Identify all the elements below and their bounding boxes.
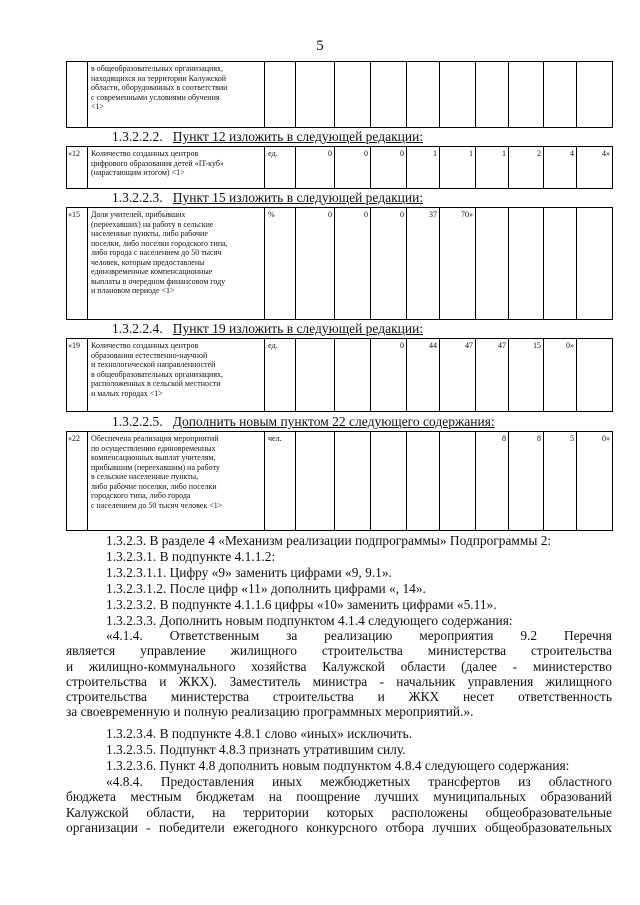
table-row [66, 431, 613, 531]
text-line: строительства и ЖКХ). Заместитель министра - начальник управления жилищного [66, 673, 612, 689]
value-cell: 37 [407, 208, 440, 320]
table-row [66, 338, 613, 412]
value-cell: 47 [440, 339, 476, 412]
value-cell: 0 [296, 208, 335, 320]
heading-item-12: 1.3.2.2.2. Пункт 12 изложить в следующей редакции: [112, 129, 424, 144]
paragraph: 1.3.2.3.5. Подпункт 4.8.3 признать утратившим силу. [106, 742, 406, 757]
heading-item-15: 1.3.2.2.3. Пункт 15 изложить в следующей редакции: [112, 190, 424, 205]
value-cell: 15 [509, 339, 544, 412]
value-cell [577, 339, 613, 412]
paragraph: 1.3.2.3.1.2. После цифр «11» дополнить цифрами «, 14». [106, 581, 426, 596]
indicator-name-cell: Количество созданных центров цифрового образования детей «IT-куб» (нарастающим итогом) <1> [88, 147, 265, 189]
value-cell [296, 339, 335, 412]
value-cell: 47 [476, 339, 509, 412]
value-cell [296, 62, 335, 128]
value-cell [577, 208, 613, 320]
unit-cell [265, 62, 296, 128]
paragraph: 1.3.2.3.6. Пункт 4.8 дополнить новым подпунктом 4.8.4 следующего содержания: [106, 758, 570, 773]
value-cell [544, 62, 577, 128]
value-cell: 0 [371, 339, 407, 412]
quote-block-4-8-4 [66, 774, 612, 835]
row-number-cell [67, 62, 88, 128]
value-cell [440, 432, 476, 531]
paragraph: 1.3.2.3.1.1. Цифру «9» заменить цифрами «9, 9.1». [106, 565, 392, 580]
value-cell: 70» [440, 208, 476, 320]
value-cell [544, 208, 577, 320]
row-number-cell: «22 [67, 432, 88, 531]
table-row [66, 207, 613, 320]
value-cell: 8 [509, 432, 544, 531]
value-cell [296, 432, 335, 531]
value-cell: 0 [335, 208, 371, 320]
value-cell: 4 [544, 147, 577, 189]
value-cell: 0» [544, 339, 577, 412]
value-cell: 1 [476, 147, 509, 189]
value-cell [476, 62, 509, 128]
value-cell: 0» [577, 432, 613, 531]
value-cell [509, 62, 544, 128]
heading-item-22: 1.3.2.2.5. Дополнить новым пунктом 22 следующего содержания: [112, 414, 495, 429]
value-cell [335, 62, 371, 128]
value-cell [407, 432, 440, 531]
unit-cell: % [265, 208, 296, 320]
text-line: Калужской области, на территории которых расположены общеобразовательные [66, 804, 612, 820]
text-line: «4.1.4. Ответственным за реализацию мероприятия 9.2 Перечня [106, 628, 612, 643]
text-line: и жилищно-коммунального хозяйства Калужской области (далее - министерство [66, 658, 612, 674]
unit-cell: ед. [265, 147, 296, 189]
heading-item-19: 1.3.2.2.4. Пункт 19 изложить в следующей редакции: [112, 321, 424, 336]
text-line: бюджета местным бюджетам на поощрение лучших муниципальных образований [66, 789, 612, 805]
text-line: является управление жилищного строительства министерства строительства [66, 643, 612, 659]
paragraph: 1.3.2.3.2. В подпункте 4.1.1.6 цифры «10» заменить цифрами «5.11». [106, 597, 497, 612]
value-cell [335, 432, 371, 531]
row-number-cell: «19 [67, 339, 88, 412]
text-line: строительства министерства строительства и ЖКХ несет ответственность [66, 689, 612, 705]
value-cell: 0 [335, 147, 371, 189]
value-cell: 5 [544, 432, 577, 531]
value-cell [371, 62, 407, 128]
indicator-name-cell: Доля учителей, прибывших (переехавших) на работу в сельские населенные пункты, либо рабочие поселки, либо поселки городского типа, либо города с населением до 50 тысяч человек, которым предоставлены единовременные компенсационные выплаты в очередном финансовом году и плановом периоде <1> [88, 208, 265, 320]
value-cell [371, 432, 407, 531]
value-cell [440, 62, 476, 128]
value-cell [476, 208, 509, 320]
value-cell: 0 [371, 208, 407, 320]
value-cell [407, 62, 440, 128]
value-cell: 1 [440, 147, 476, 189]
value-cell: 1 [407, 147, 440, 189]
value-cell: 0 [296, 147, 335, 189]
page-number: 5 [316, 38, 324, 54]
text-line: организации - победители ежегодного конкурсного отбора лучших общеобразовательных [66, 819, 612, 835]
paragraph: 1.3.2.3.4. В подпункте 4.8.1 слово «иных» исключить. [106, 726, 413, 741]
indicator-name-cell: Обеспечена реализация мероприятий по осуществлению единовременных компенсационных выплат учителям, прибывшим (переехавшим) на работу в сельские населенные пункты, либо рабочие поселки, либо поселки городского типа, либо города с населением до 50 тысяч человек <1> [88, 432, 265, 531]
value-cell [577, 62, 613, 128]
paragraph: 1.3.2.3. В разделе 4 «Механизм реализации подпрограммы» Подпрограммы 2: [106, 533, 552, 548]
paragraph: 1.3.2.3.3. Дополнить новым подпунктом 4.1.4 следующего содержания: [106, 613, 513, 628]
unit-cell: чел. [265, 432, 296, 531]
value-cell [509, 208, 544, 320]
quote-block-4-1-4 [66, 628, 612, 720]
value-cell: 2 [509, 147, 544, 189]
indicator-name-cell: в общеобразовательных организациях, находящихся на территории Калужской области, оборудованных в соответствии с современными условиями обучения <1> [88, 62, 265, 128]
paragraph: 1.3.2.3.1. В подпункте 4.1.1.2: [106, 549, 276, 564]
value-cell: 4» [577, 147, 613, 189]
value-cell: 44 [407, 339, 440, 412]
text-line: «4.8.4. Предоставления иных межбюджетных трансфертов из областного [106, 774, 612, 789]
value-cell: 8 [476, 432, 509, 531]
table-row [66, 146, 613, 189]
table-row [66, 61, 613, 128]
value-cell [335, 339, 371, 412]
indicator-name-cell: Количество созданных центров образования естественно-научной и технологической направленностей в общеобразовательных организациях, расположенных в сельской местности и малых городах <1> [88, 339, 265, 412]
text-line: за своевременную и полную реализацию программных мероприятий.». [66, 704, 474, 720]
row-number-cell: «15 [67, 208, 88, 320]
unit-cell: ед. [265, 339, 296, 412]
row-number-cell: «12 [67, 147, 88, 189]
value-cell: 0 [371, 147, 407, 189]
